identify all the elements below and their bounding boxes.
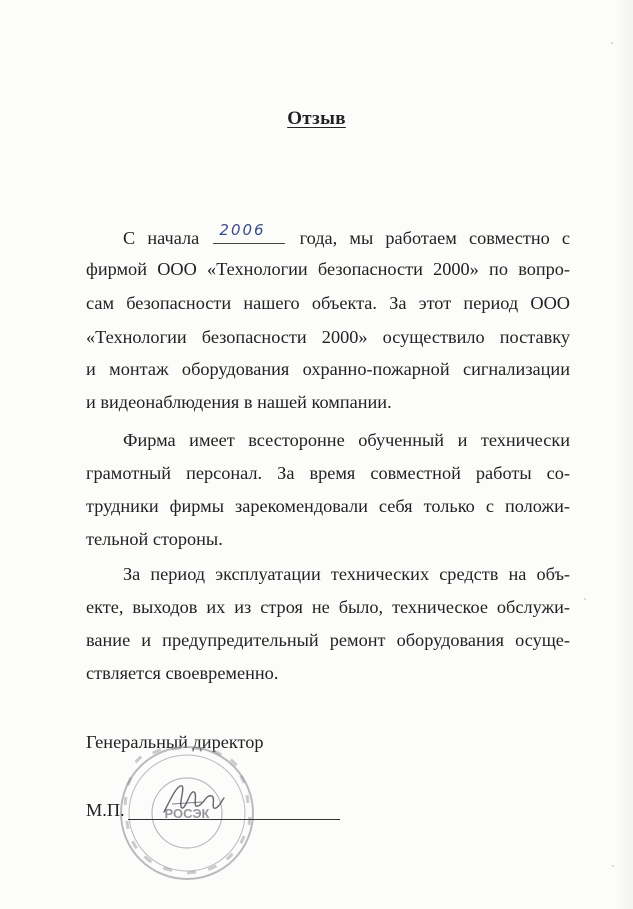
paragraph-2-line-4: тельной стороны. [86,529,223,549]
paragraph-3-line-3: вание и предупредительный ремонт оборудования осуще- [86,630,570,650]
paragraph-1-line-1 [123,221,571,248]
scan-speck [611,42,613,44]
paragraph-2-line-2: грамотный персонал. За время совместной работы со- [86,463,570,483]
text-segment: С начала [123,228,200,248]
paragraph-3-line-2: екте, выходов их из строя не было, техническое обслужи- [86,597,570,617]
scan-speck [584,598,586,600]
handwritten-year-field [213,221,285,244]
document-title: Отзыв [287,108,346,129]
handwritten-year: 2006 [219,221,266,239]
seal-label: М.П. [86,800,125,820]
paragraph-2-line-1: Фирма имеет всесторонне обученный и технически [123,430,570,450]
signatory-title: Генеральный директор [86,732,264,752]
signature-line [128,819,340,820]
handwritten-signature [158,776,228,820]
text-segment: года, мы работаем совместно с [299,228,571,248]
stamp-center-text: РОСЭК [164,806,210,821]
scan-speck [612,865,614,867]
paragraph-2-line-3: трудники фирмы зарекомендовали себя только с положи- [86,496,570,516]
paragraph-1-line-5: и монтаж оборудования охранно-пожарной сигнализации [86,359,570,379]
paragraph-3-line-4: ствляется своевременно. [86,663,279,683]
paragraph-1-line-2: фирмой ООО «Технологии безопасности 2000» по вопро- [86,259,570,279]
paragraph-1-line-3: сам безопасности нашего объекта. За этот период ООО [86,293,570,313]
paragraph-1-line-4: «Технологии безопасности 2000» осуществило поставку [86,327,570,347]
paragraph-3-line-1: За период эксплуатации технических средств на объ- [123,564,570,584]
paragraph-1-line-6: и видеонаблюдения в нашей компании. [86,392,392,412]
